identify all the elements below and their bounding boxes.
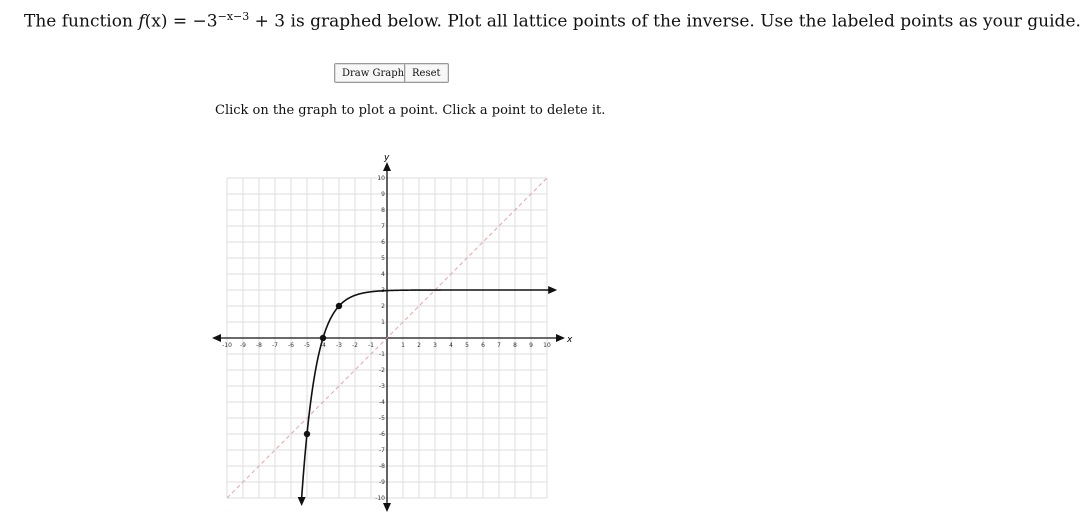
y-tick-label: -9 bbox=[379, 479, 385, 486]
x-tick-label: 10 bbox=[543, 342, 551, 349]
y-tick-label: 4 bbox=[381, 271, 385, 278]
y-tick-label: -8 bbox=[379, 463, 385, 470]
y-tick-label: 8 bbox=[381, 207, 385, 214]
x-tick-label: -9 bbox=[240, 342, 246, 349]
y-tick-label: 1 bbox=[381, 319, 385, 326]
x-tick-label: 1 bbox=[401, 342, 405, 349]
x-tick-label: -10 bbox=[222, 342, 232, 349]
x-tick-label: -4 bbox=[320, 342, 326, 349]
x-tick-label: 9 bbox=[529, 342, 533, 349]
x-axis-left-arrow bbox=[212, 334, 221, 342]
y-axis-label: y bbox=[384, 153, 390, 163]
x-tick-label: 4 bbox=[449, 342, 453, 349]
y-tick-label: -2 bbox=[379, 367, 385, 374]
y-tick-label: -4 bbox=[379, 399, 385, 406]
function-arg: (x) bbox=[144, 11, 168, 32]
y-tick-label: -10 bbox=[375, 495, 385, 502]
x-tick-label: 2 bbox=[417, 342, 421, 349]
question-prefix: The function bbox=[24, 11, 133, 32]
x-tick-label: -1 bbox=[368, 342, 374, 349]
function-exponent: −x−3 bbox=[217, 10, 250, 23]
x-tick-label: -5 bbox=[304, 342, 310, 349]
y-tick-label: -7 bbox=[379, 447, 385, 454]
y-tick-label: -3 bbox=[379, 383, 385, 390]
y-tick-label: -6 bbox=[379, 431, 385, 438]
labeled-point bbox=[304, 431, 310, 437]
y-tick-label: 10 bbox=[377, 175, 385, 182]
function-name: f bbox=[138, 11, 145, 32]
x-tick-label: 7 bbox=[497, 342, 501, 349]
curve-bottom-arrow bbox=[298, 497, 306, 506]
y-tick-label: 5 bbox=[381, 255, 385, 262]
x-axis-label: x bbox=[567, 335, 573, 345]
x-axis-right-arrow bbox=[556, 334, 565, 342]
x-tick-label: -7 bbox=[272, 342, 278, 349]
function-base: = −3 bbox=[172, 11, 218, 32]
x-tick-label: 8 bbox=[513, 342, 517, 349]
y-tick-label: 7 bbox=[381, 223, 385, 230]
y-tick-label: 9 bbox=[381, 191, 385, 198]
curve-right-arrow bbox=[548, 286, 557, 294]
labeled-point bbox=[320, 335, 326, 341]
reset-button[interactable]: Reset bbox=[404, 63, 449, 83]
x-tick-label: -3 bbox=[336, 342, 342, 349]
question-suffix: + 3 is graphed below. Plot all lattice points of the inverse. Use the labeled points as your guide. bbox=[254, 11, 1081, 32]
instructions-text: Click on the graph to plot a point. Click a point to delete it. bbox=[215, 103, 606, 118]
y-tick-label: 2 bbox=[381, 303, 385, 310]
y-tick-label: 6 bbox=[381, 239, 385, 246]
y-tick-label: -1 bbox=[379, 351, 385, 358]
y-tick-label: 3 bbox=[381, 287, 385, 294]
x-tick-label: 6 bbox=[481, 342, 485, 349]
labeled-point bbox=[336, 303, 342, 309]
y-tick-label: -5 bbox=[379, 415, 385, 422]
x-tick-label: -6 bbox=[288, 342, 294, 349]
y-axis-up-arrow bbox=[383, 162, 391, 171]
x-tick-label: 3 bbox=[433, 342, 437, 349]
draw-graph-button[interactable]: Draw Graph bbox=[334, 63, 412, 83]
x-tick-label: -2 bbox=[352, 342, 358, 349]
x-tick-label: -8 bbox=[256, 342, 262, 349]
x-tick-label: 5 bbox=[465, 342, 469, 349]
y-axis-down-arrow bbox=[383, 503, 391, 512]
